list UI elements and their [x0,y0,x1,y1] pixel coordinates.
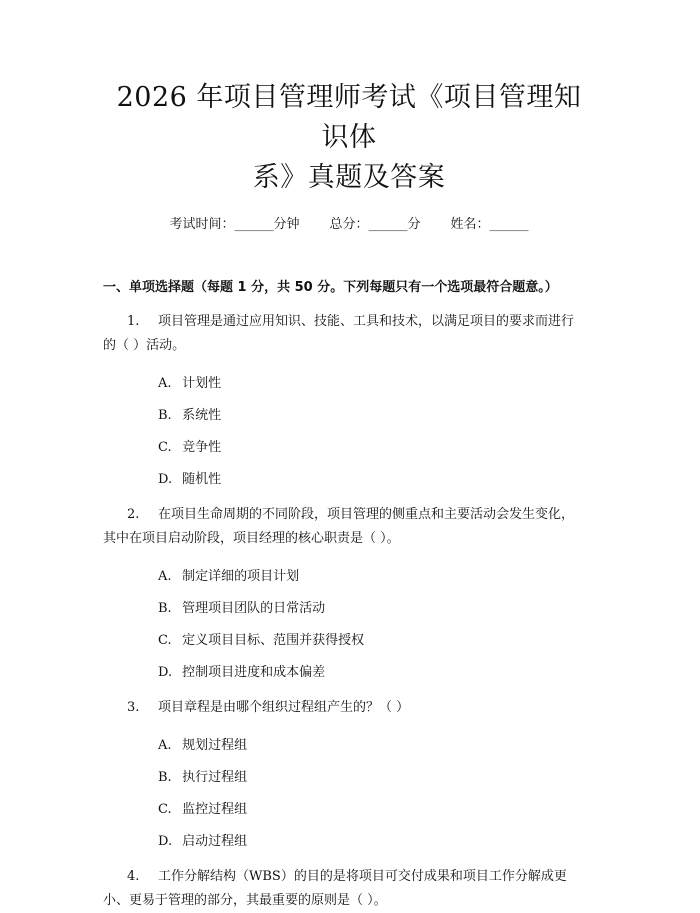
name-label: 姓名：______ [450,217,529,232]
question-text-cont: 小、更易于管理的部分，其最重要的原则是（ ）。 [103,893,387,908]
option-text: 管理项目团队的日常活动 [182,601,326,616]
option-1d [158,470,595,490]
option-text: 启动过程组 [182,834,248,849]
option-text: 系统性 [182,408,222,423]
option-letter: A. [158,738,172,753]
question-4 [103,865,595,913]
question-text: 项目管理是通过应用知识、技能、工具和技术，以满足项目的要求而进行 [158,314,575,329]
option-letter: C. [158,440,172,455]
question-2 [103,503,595,551]
option-3b [158,768,595,788]
option-letter: B. [158,408,172,423]
option-2d [158,663,595,683]
option-text: 规划过程组 [182,738,248,753]
option-letter: C. [158,802,172,817]
option-text: 制定详细的项目计划 [182,569,300,584]
title-line-1: 2026 年项目管理师考试《项目管理知识体 [116,82,582,153]
question-text-cont: 其中在项目启动阶段，项目经理的核心职责是（ ）。 [103,531,400,546]
option-letter: A. [158,569,172,584]
option-letter: C. [158,633,172,648]
option-2c [158,631,595,651]
question-number: 4. [127,869,140,884]
option-letter: D. [158,665,173,680]
option-text: 随机性 [182,472,222,487]
exam-meta [103,215,595,235]
option-text: 计划性 [182,376,222,391]
page-title [103,78,595,198]
question-text: 项目章程是由哪个组织过程组产生的？（ ） [158,700,410,715]
option-3a [158,736,595,756]
question-number: 2. [127,507,140,522]
option-2a [158,567,595,587]
total-score-label: 总分：______分 [329,217,421,232]
question-number: 3. [127,700,140,715]
question-number: 1. [127,314,140,329]
option-text: 控制项目进度和成本偏差 [182,665,326,680]
option-text: 定义项目目标、范围并获得授权 [182,633,365,648]
question-1 [103,310,595,358]
question-3 [103,696,595,720]
question-text: 工作分解结构（WBS）的目的是将项目可交付成果和项目工作分解成更 [158,869,567,884]
exam-time-label: 考试时间：______分钟 [169,217,300,232]
option-1c [158,438,595,458]
section-heading: 一、单项选择题（每题 1 分，共 50 分。下列每题只有一个选项最符合题意。） [103,280,558,295]
option-letter: D. [158,472,173,487]
question-text: 在项目生命周期的不同阶段，项目管理的侧重点和主要活动会发生变化， [158,507,575,522]
option-letter: D. [158,834,173,849]
option-letter: A. [158,376,172,391]
question-text-cont: 的（ ）活动。 [103,338,186,353]
option-letter: B. [158,601,172,616]
option-1b [158,406,595,426]
option-3d [158,832,595,852]
option-text: 竞争性 [182,440,222,455]
option-1a [158,374,595,394]
option-3c [158,800,595,820]
option-2b [158,599,595,619]
option-text: 监控过程组 [182,802,248,817]
option-text: 执行过程组 [182,770,248,785]
title-line-2: 系》真题及答案 [252,162,446,193]
option-letter: B. [158,770,172,785]
